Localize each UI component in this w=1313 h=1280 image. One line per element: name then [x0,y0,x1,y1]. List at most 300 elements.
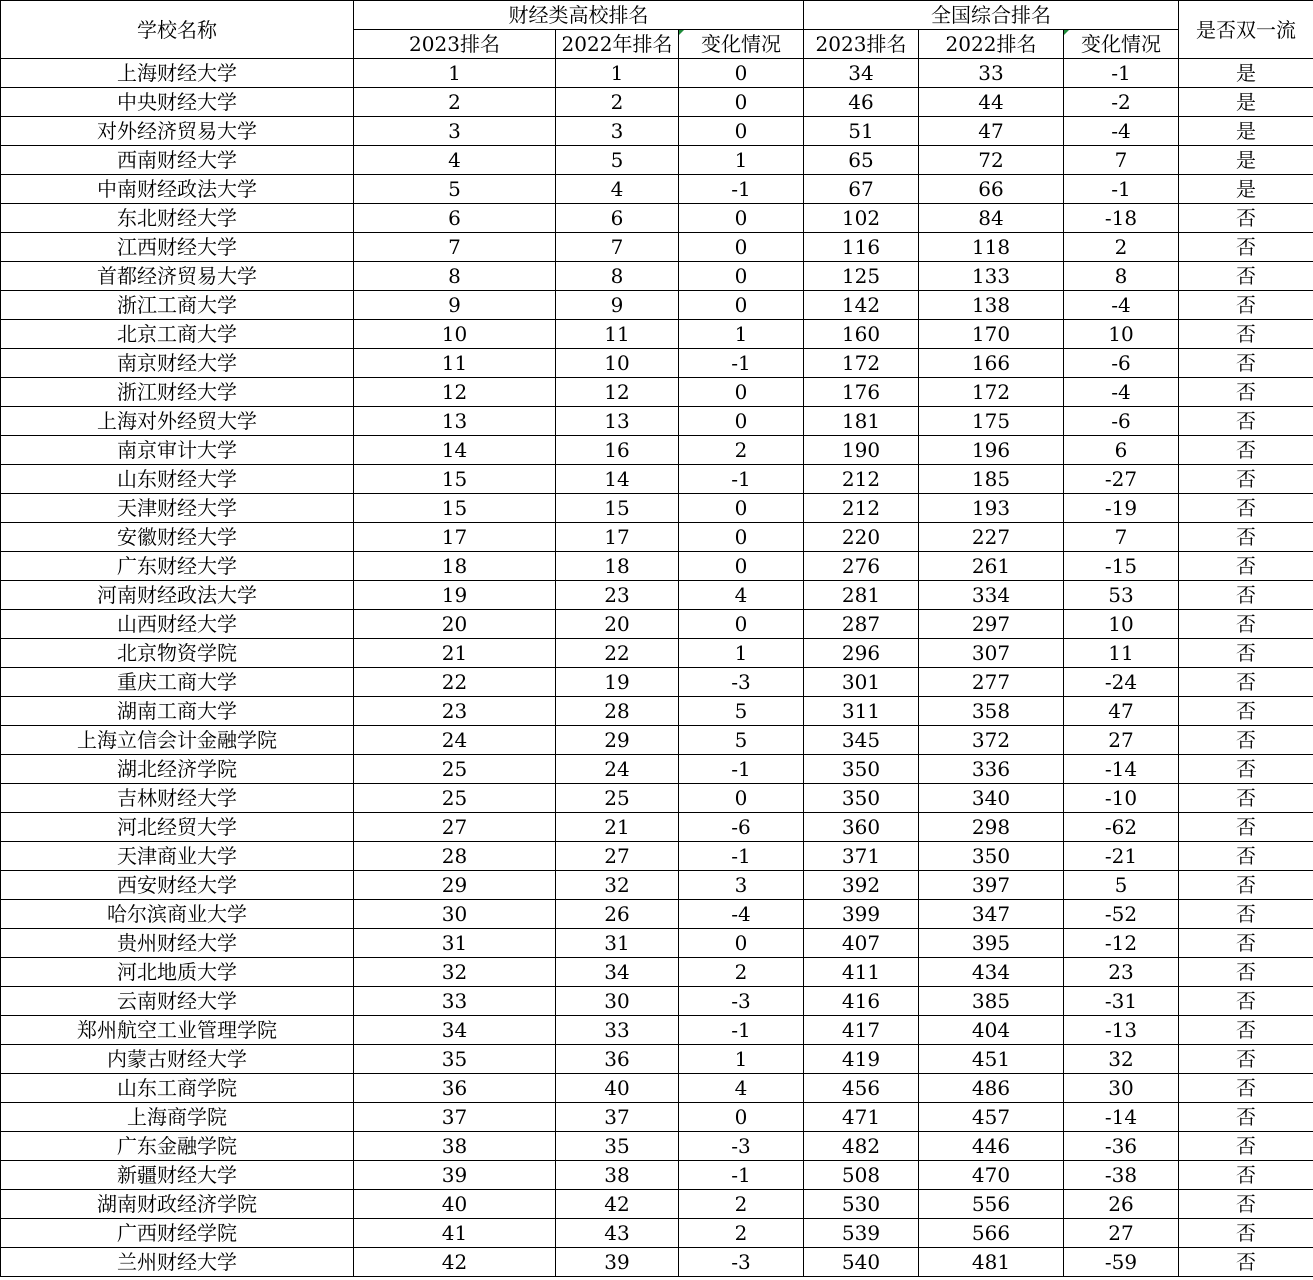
finance-2023-rank-cell: 18 [354,552,556,581]
national-2022-rank-cell: 84 [919,204,1064,233]
finance-2023-rank-cell: 17 [354,523,556,552]
double-first-class-cell: 否 [1179,842,1313,871]
finance-2022-rank-cell: 8 [556,262,679,291]
finance-2023-rank-cell: 8 [354,262,556,291]
school-name-cell: 首都经济贸易大学 [1,262,354,291]
national-change-cell: -59 [1064,1248,1179,1277]
finance-2022-rank-cell: 17 [556,523,679,552]
school-name-cell: 内蒙古财经大学 [1,1045,354,1074]
double-first-class-cell: 否 [1179,465,1313,494]
table-row [1,291,1313,320]
table-row [1,552,1313,581]
finance-2022-rank-cell: 25 [556,784,679,813]
double-first-class-cell: 否 [1179,958,1313,987]
national-2022-rank-cell: 44 [919,88,1064,117]
national-2023-rank-cell: 407 [804,929,919,958]
finance-2023-rank-cell: 9 [354,291,556,320]
national-2023-rank-cell: 51 [804,117,919,146]
finance-2023-rank-cell: 25 [354,755,556,784]
school-name-cell: 西安财经大学 [1,871,354,900]
table-row [1,523,1313,552]
table-row [1,146,1313,175]
national-2022-rank-cell: 172 [919,378,1064,407]
national-change-cell: 47 [1064,697,1179,726]
finance-2022-rank-cell: 20 [556,610,679,639]
header-national-2022-rank: 2022排名 [919,30,1064,59]
national-2023-rank-cell: 350 [804,784,919,813]
finance-2022-rank-cell: 36 [556,1045,679,1074]
national-2023-rank-cell: 311 [804,697,919,726]
national-2023-rank-cell: 456 [804,1074,919,1103]
national-2022-rank-cell: 227 [919,523,1064,552]
finance-2022-rank-cell: 4 [556,175,679,204]
school-name-cell: 广东财经大学 [1,552,354,581]
national-change-cell: 2 [1064,233,1179,262]
finance-change-cell: -1 [679,175,804,204]
double-first-class-cell: 否 [1179,929,1313,958]
national-2023-rank-cell: 301 [804,668,919,697]
finance-2022-rank-cell: 23 [556,581,679,610]
national-change-cell: 26 [1064,1190,1179,1219]
national-change-cell: -14 [1064,755,1179,784]
header-national-change: 变化情况 [1064,30,1179,59]
national-2022-rank-cell: 358 [919,697,1064,726]
double-first-class-cell: 是 [1179,146,1313,175]
finance-2023-rank-cell: 2 [354,88,556,117]
finance-2023-rank-cell: 3 [354,117,556,146]
double-first-class-cell: 否 [1179,755,1313,784]
table-row [1,929,1313,958]
header-double-first-class: 是否双一流 [1179,1,1313,59]
national-2023-rank-cell: 142 [804,291,919,320]
school-name-cell: 南京财经大学 [1,349,354,378]
national-change-cell: -15 [1064,552,1179,581]
national-2023-rank-cell: 65 [804,146,919,175]
national-2022-rank-cell: 336 [919,755,1064,784]
national-change-cell: -1 [1064,175,1179,204]
finance-2022-rank-cell: 15 [556,494,679,523]
table-row [1,1103,1313,1132]
header-national-2023-rank: 2023排名 [804,30,919,59]
finance-2023-rank-cell: 1 [354,59,556,88]
national-change-cell: -1 [1064,59,1179,88]
double-first-class-cell: 否 [1179,1016,1313,1045]
national-change-cell: 32 [1064,1045,1179,1074]
finance-change-cell: -1 [679,755,804,784]
finance-2022-rank-cell: 16 [556,436,679,465]
table-row [1,1074,1313,1103]
national-2023-rank-cell: 281 [804,581,919,610]
header-finance-2022-rank: 2022年排名 [556,30,679,59]
national-2023-rank-cell: 276 [804,552,919,581]
school-name-cell: 新疆财经大学 [1,1161,354,1190]
double-first-class-cell: 是 [1179,59,1313,88]
school-name-cell: 南京审计大学 [1,436,354,465]
school-name-cell: 湖北经济学院 [1,755,354,784]
finance-change-cell: 0 [679,291,804,320]
table-row [1,1132,1313,1161]
finance-2023-rank-cell: 24 [354,726,556,755]
finance-change-cell: 0 [679,784,804,813]
table-row [1,1248,1313,1277]
national-2023-rank-cell: 399 [804,900,919,929]
national-change-cell: 30 [1064,1074,1179,1103]
double-first-class-cell: 否 [1179,1190,1313,1219]
national-2023-rank-cell: 190 [804,436,919,465]
double-first-class-cell: 否 [1179,262,1313,291]
finance-2023-rank-cell: 30 [354,900,556,929]
table-row [1,697,1313,726]
double-first-class-cell: 否 [1179,407,1313,436]
double-first-class-cell: 否 [1179,610,1313,639]
national-2022-rank-cell: 481 [919,1248,1064,1277]
national-2023-rank-cell: 172 [804,349,919,378]
finance-2023-rank-cell: 15 [354,494,556,523]
finance-2022-rank-cell: 9 [556,291,679,320]
school-name-cell: 西南财经大学 [1,146,354,175]
finance-change-cell: 0 [679,929,804,958]
national-2022-rank-cell: 138 [919,291,1064,320]
finance-2023-rank-cell: 4 [354,146,556,175]
double-first-class-cell: 否 [1179,581,1313,610]
national-2023-rank-cell: 212 [804,494,919,523]
school-name-cell: 湖南财政经济学院 [1,1190,354,1219]
national-2023-rank-cell: 411 [804,958,919,987]
table-row [1,1045,1313,1074]
national-change-cell: 7 [1064,146,1179,175]
finance-2023-rank-cell: 11 [354,349,556,378]
finance-2022-rank-cell: 32 [556,871,679,900]
finance-change-cell: 1 [679,146,804,175]
national-2023-rank-cell: 34 [804,59,919,88]
finance-2022-rank-cell: 11 [556,320,679,349]
double-first-class-cell: 否 [1179,436,1313,465]
finance-2023-rank-cell: 31 [354,929,556,958]
double-first-class-cell: 是 [1179,175,1313,204]
national-2022-rank-cell: 297 [919,610,1064,639]
finance-2023-rank-cell: 28 [354,842,556,871]
national-2022-rank-cell: 372 [919,726,1064,755]
national-2023-rank-cell: 416 [804,987,919,1016]
national-2023-rank-cell: 220 [804,523,919,552]
school-name-cell: 北京工商大学 [1,320,354,349]
table-row [1,320,1313,349]
national-2022-rank-cell: 457 [919,1103,1064,1132]
national-2022-rank-cell: 451 [919,1045,1064,1074]
finance-2023-rank-cell: 32 [354,958,556,987]
finance-2022-rank-cell: 42 [556,1190,679,1219]
finance-2023-rank-cell: 37 [354,1103,556,1132]
finance-2022-rank-cell: 33 [556,1016,679,1045]
finance-2023-rank-cell: 23 [354,697,556,726]
school-name-cell: 重庆工商大学 [1,668,354,697]
school-name-cell: 山东财经大学 [1,465,354,494]
national-2022-rank-cell: 334 [919,581,1064,610]
finance-2022-rank-cell: 3 [556,117,679,146]
finance-change-cell: -4 [679,900,804,929]
national-2023-rank-cell: 102 [804,204,919,233]
double-first-class-cell: 否 [1179,1045,1313,1074]
school-name-cell: 浙江财经大学 [1,378,354,407]
finance-change-cell: 0 [679,233,804,262]
table-row [1,842,1313,871]
header-finance-ranking-group: 财经类高校排名 [354,1,804,30]
double-first-class-cell: 否 [1179,987,1313,1016]
finance-change-cell: 0 [679,378,804,407]
finance-2022-rank-cell: 34 [556,958,679,987]
national-change-cell: 27 [1064,726,1179,755]
double-first-class-cell: 否 [1179,320,1313,349]
national-2022-rank-cell: 175 [919,407,1064,436]
national-2023-rank-cell: 471 [804,1103,919,1132]
finance-change-cell: 0 [679,523,804,552]
school-name-cell: 湖南工商大学 [1,697,354,726]
national-2022-rank-cell: 261 [919,552,1064,581]
finance-2022-rank-cell: 37 [556,1103,679,1132]
table-row [1,465,1313,494]
national-change-cell: -2 [1064,88,1179,117]
school-name-cell: 上海财经大学 [1,59,354,88]
national-2022-rank-cell: 72 [919,146,1064,175]
national-2023-rank-cell: 417 [804,1016,919,1045]
table-row [1,233,1313,262]
national-change-cell: -62 [1064,813,1179,842]
header-finance-change: 变化情况 [679,30,804,59]
finance-2023-rank-cell: 7 [354,233,556,262]
finance-change-cell: 2 [679,958,804,987]
finance-change-cell: -3 [679,668,804,697]
finance-change-cell: 3 [679,871,804,900]
finance-change-cell: -1 [679,465,804,494]
table-row [1,987,1313,1016]
national-2023-rank-cell: 46 [804,88,919,117]
school-name-cell: 对外经济贸易大学 [1,117,354,146]
national-change-cell: -13 [1064,1016,1179,1045]
national-2023-rank-cell: 360 [804,813,919,842]
national-2023-rank-cell: 540 [804,1248,919,1277]
national-change-cell: 11 [1064,639,1179,668]
national-2023-rank-cell: 67 [804,175,919,204]
school-name-cell: 上海商学院 [1,1103,354,1132]
national-change-cell: 7 [1064,523,1179,552]
finance-change-cell: -1 [679,1161,804,1190]
finance-2022-rank-cell: 12 [556,378,679,407]
finance-2022-rank-cell: 7 [556,233,679,262]
finance-change-cell: 0 [679,204,804,233]
double-first-class-cell: 否 [1179,726,1313,755]
table-row [1,494,1313,523]
national-change-cell: -14 [1064,1103,1179,1132]
national-2023-rank-cell: 116 [804,233,919,262]
school-name-cell: 北京物资学院 [1,639,354,668]
table-row [1,407,1313,436]
finance-2023-rank-cell: 19 [354,581,556,610]
national-change-cell: -10 [1064,784,1179,813]
school-name-cell: 天津商业大学 [1,842,354,871]
finance-change-cell: 5 [679,697,804,726]
finance-change-cell: 0 [679,117,804,146]
finance-2023-rank-cell: 36 [354,1074,556,1103]
school-name-cell: 兰州财经大学 [1,1248,354,1277]
national-2023-rank-cell: 371 [804,842,919,871]
national-change-cell: -4 [1064,117,1179,146]
national-2023-rank-cell: 125 [804,262,919,291]
finance-2022-rank-cell: 18 [556,552,679,581]
national-2022-rank-cell: 33 [919,59,1064,88]
finance-2023-rank-cell: 39 [354,1161,556,1190]
national-2023-rank-cell: 508 [804,1161,919,1190]
national-2022-rank-cell: 166 [919,349,1064,378]
finance-change-cell: -1 [679,1016,804,1045]
national-2022-rank-cell: 385 [919,987,1064,1016]
finance-2022-rank-cell: 27 [556,842,679,871]
finance-2023-rank-cell: 38 [354,1132,556,1161]
finance-change-cell: 2 [679,1190,804,1219]
national-change-cell: -4 [1064,291,1179,320]
double-first-class-cell: 否 [1179,233,1313,262]
table-row [1,1161,1313,1190]
header-finance-2023-rank: 2023排名 [354,30,556,59]
finance-2023-rank-cell: 34 [354,1016,556,1045]
finance-2022-rank-cell: 31 [556,929,679,958]
double-first-class-cell: 否 [1179,204,1313,233]
finance-2023-rank-cell: 29 [354,871,556,900]
finance-2022-rank-cell: 1 [556,59,679,88]
finance-2023-rank-cell: 33 [354,987,556,1016]
finance-2022-rank-cell: 19 [556,668,679,697]
national-2023-rank-cell: 392 [804,871,919,900]
finance-2022-rank-cell: 30 [556,987,679,1016]
national-2022-rank-cell: 347 [919,900,1064,929]
finance-2023-rank-cell: 25 [354,784,556,813]
double-first-class-cell: 否 [1179,552,1313,581]
table-row [1,610,1313,639]
school-name-cell: 安徽财经大学 [1,523,354,552]
national-2022-rank-cell: 298 [919,813,1064,842]
table-row [1,726,1313,755]
school-name-cell: 广东金融学院 [1,1132,354,1161]
national-2022-rank-cell: 340 [919,784,1064,813]
national-2023-rank-cell: 160 [804,320,919,349]
table-row [1,88,1313,117]
finance-2022-rank-cell: 10 [556,349,679,378]
national-2022-rank-cell: 196 [919,436,1064,465]
double-first-class-cell: 否 [1179,378,1313,407]
finance-change-cell: 1 [679,320,804,349]
table-row [1,813,1313,842]
national-change-cell: -38 [1064,1161,1179,1190]
national-change-cell: -19 [1064,494,1179,523]
table-row [1,1190,1313,1219]
table-row [1,639,1313,668]
finance-2022-rank-cell: 26 [556,900,679,929]
table-row [1,871,1313,900]
school-name-cell: 河北经贸大学 [1,813,354,842]
finance-2022-rank-cell: 24 [556,755,679,784]
double-first-class-cell: 否 [1179,349,1313,378]
finance-change-cell: 0 [679,88,804,117]
finance-change-cell: 0 [679,1103,804,1132]
national-2022-rank-cell: 307 [919,639,1064,668]
national-2022-rank-cell: 470 [919,1161,1064,1190]
table-row [1,117,1313,146]
school-name-cell: 江西财经大学 [1,233,354,262]
national-2023-rank-cell: 212 [804,465,919,494]
double-first-class-cell: 否 [1179,1103,1313,1132]
national-2023-rank-cell: 539 [804,1219,919,1248]
national-2022-rank-cell: 434 [919,958,1064,987]
finance-2022-rank-cell: 2 [556,88,679,117]
double-first-class-cell: 否 [1179,1161,1313,1190]
school-name-cell: 浙江工商大学 [1,291,354,320]
school-name-cell: 东北财经大学 [1,204,354,233]
national-change-cell: -24 [1064,668,1179,697]
national-2022-rank-cell: 47 [919,117,1064,146]
national-2023-rank-cell: 350 [804,755,919,784]
national-change-cell: -18 [1064,204,1179,233]
national-2022-rank-cell: 404 [919,1016,1064,1045]
national-change-cell: -12 [1064,929,1179,958]
school-name-cell: 吉林财经大学 [1,784,354,813]
finance-2023-rank-cell: 13 [354,407,556,436]
national-2023-rank-cell: 482 [804,1132,919,1161]
finance-change-cell: 0 [679,552,804,581]
national-2023-rank-cell: 345 [804,726,919,755]
finance-2023-rank-cell: 12 [354,378,556,407]
header-school-name: 学校名称 [1,1,354,59]
national-2022-rank-cell: 566 [919,1219,1064,1248]
finance-change-cell: 1 [679,639,804,668]
finance-2022-rank-cell: 29 [556,726,679,755]
national-2023-rank-cell: 181 [804,407,919,436]
finance-change-cell: -3 [679,1248,804,1277]
finance-2023-rank-cell: 40 [354,1190,556,1219]
finance-2023-rank-cell: 14 [354,436,556,465]
school-name-cell: 中央财经大学 [1,88,354,117]
national-2022-rank-cell: 556 [919,1190,1064,1219]
national-2023-rank-cell: 296 [804,639,919,668]
national-change-cell: 53 [1064,581,1179,610]
national-change-cell: -52 [1064,900,1179,929]
finance-2022-rank-cell: 43 [556,1219,679,1248]
table-row [1,262,1313,291]
finance-change-cell: 2 [679,1219,804,1248]
finance-change-cell: -1 [679,349,804,378]
double-first-class-cell: 否 [1179,494,1313,523]
table-row [1,349,1313,378]
finance-2022-rank-cell: 40 [556,1074,679,1103]
national-change-cell: 23 [1064,958,1179,987]
national-change-cell: 27 [1064,1219,1179,1248]
school-name-cell: 河南财经政法大学 [1,581,354,610]
finance-change-cell: 0 [679,407,804,436]
national-2022-rank-cell: 350 [919,842,1064,871]
national-2023-rank-cell: 419 [804,1045,919,1074]
national-change-cell: 5 [1064,871,1179,900]
finance-2023-rank-cell: 21 [354,639,556,668]
finance-change-cell: 2 [679,436,804,465]
national-2022-rank-cell: 193 [919,494,1064,523]
national-2022-rank-cell: 486 [919,1074,1064,1103]
national-2022-rank-cell: 133 [919,262,1064,291]
double-first-class-cell: 否 [1179,813,1313,842]
finance-2023-rank-cell: 27 [354,813,556,842]
school-name-cell: 上海对外经贸大学 [1,407,354,436]
national-change-cell: -36 [1064,1132,1179,1161]
table-row [1,378,1313,407]
school-name-cell: 山东工商学院 [1,1074,354,1103]
finance-change-cell: 5 [679,726,804,755]
